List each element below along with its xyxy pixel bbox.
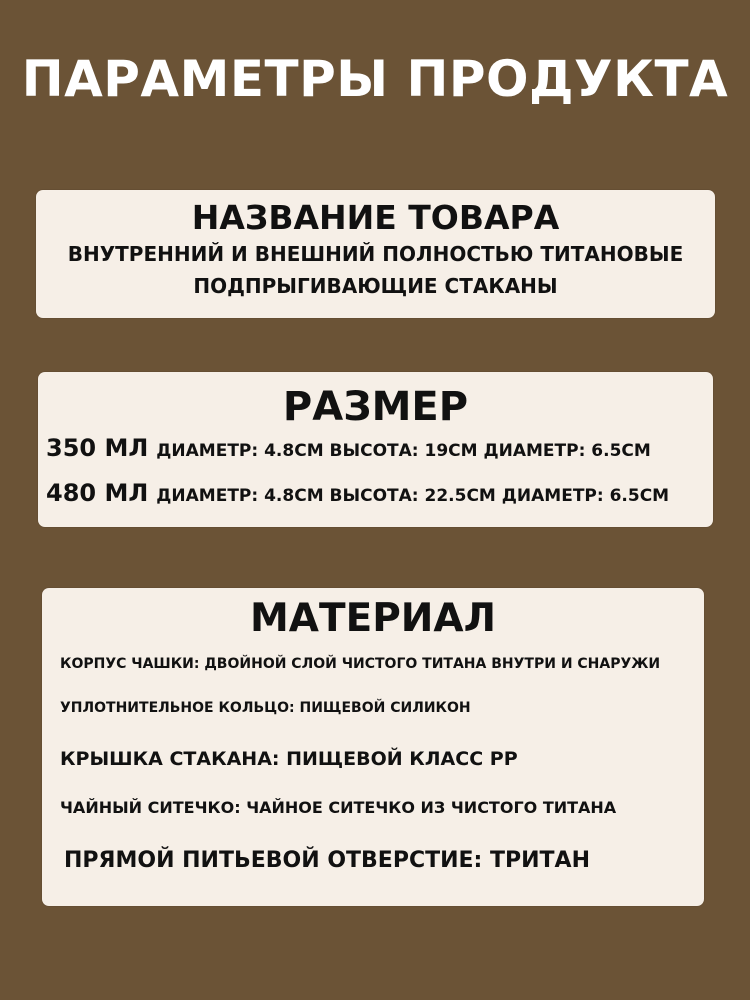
material-item: ПРЯМОЙ ПИТЬЕВОЙ ОТВЕРСТИЕ: ТРИТАН [64,848,590,873]
size-dimensions: ДИАМЕТР: 4.8СМ ВЫСОТА: 19СМ ДИАМЕТР: 6.5СМ [156,441,651,461]
product-name-card [36,190,715,318]
material-item: ЧАЙНЫЙ СИТЕЧКО: ЧАЙНОЕ СИТЕЧКО ИЗ ЧИСТОГО ТИТАНА [60,798,617,817]
size-volume: 350 МЛ [46,434,149,462]
material-card [42,588,704,906]
material-item: КОРПУС ЧАШКИ: ДВОЙНОЙ СЛОЙ ЧИСТОГО ТИТАНА ВНУТРИ И СНАРУЖИ [60,656,661,672]
page-title: ПАРАМЕТРЫ ПРОДУКТА [21,50,729,108]
material-heading: МАТЕРИАЛ [249,596,497,641]
product-name-heading: НАЗВАНИЕ ТОВАРА [191,198,560,237]
product-name-line: ПОДПРЫГИВАЮЩИЕ СТАКАНЫ [193,274,558,298]
material-item: УПЛОТНИТЕЛЬНОЕ КОЛЬЦО: ПИЩЕВОЙ СИЛИКОН [60,700,471,716]
size-card [38,372,713,527]
size-volume: 480 МЛ [46,479,149,507]
size-heading: РАЗМЕР [282,384,469,430]
product-name-line: ВНУТРЕННИЙ И ВНЕШНИЙ ПОЛНОСТЬЮ ТИТАНОВЫЕ [67,242,684,266]
material-item: КРЫШКА СТАКАНА: ПИЩЕВОЙ КЛАСС PP [60,748,518,770]
size-dimensions: ДИАМЕТР: 4.8СМ ВЫСОТА: 22.5СМ ДИАМЕТР: 6.5СМ [156,486,670,506]
size-row [46,479,669,507]
size-row [46,434,651,462]
